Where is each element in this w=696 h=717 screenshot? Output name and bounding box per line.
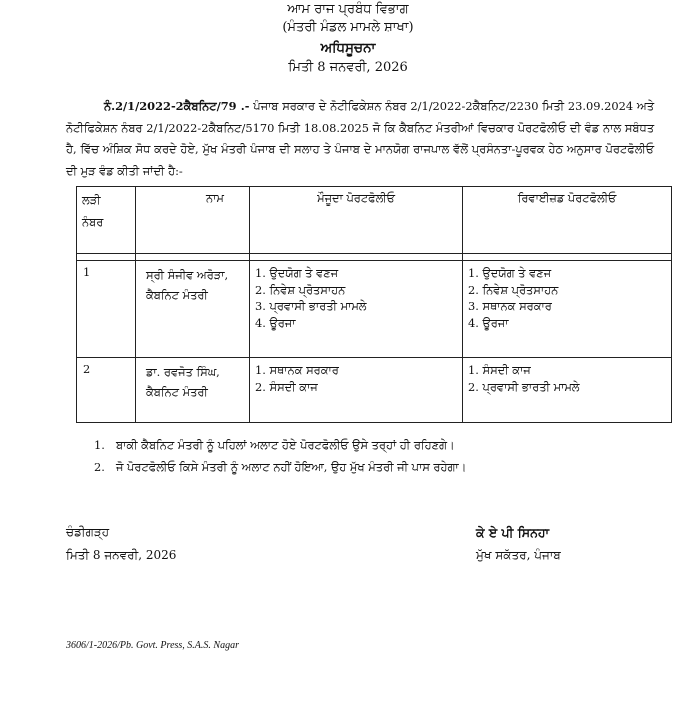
issue-date: ਮਿਤੀ 8 ਜਨਵਰੀ, 2026 bbox=[66, 548, 177, 562]
notification-title: ਅਧਿਸੂਚਨਾ bbox=[320, 40, 376, 56]
signer-designation: ਮੁੱਖ ਸਕੱਤਰ, ਪੰਜਾਬ bbox=[476, 548, 561, 562]
revised-portfolio-cell bbox=[463, 358, 672, 423]
table-spacer-row bbox=[77, 254, 672, 261]
note-item: 2. ਜੋ ਪੋਰਟਫੋਲੀਓ ਕਿਸੇ ਮੰਤਰੀ ਨੂੰ ਅਲਾਟ ਨਹੀਂ ਹੋਇਆ, ਉਹ ਮੁੱਖ ਮੰਤਰੀ ਜੀ ਪਾਸ ਰਹੇਗਾ। bbox=[94, 460, 467, 474]
portfolio-item: 2. ਨਿਵੇਸ਼ ਪ੍ਰੋਤਸਾਹਨ bbox=[468, 282, 559, 297]
revised-portfolio-cell bbox=[463, 261, 672, 358]
minister-name-cell: ਸ੍ਰੀ ਸੰਜੀਵ ਅਰੋੜਾ, ਕੈਬਨਿਟ ਮੰਤਰੀ bbox=[136, 261, 250, 358]
portfolio-item: 2. ਪ੍ਰਵਾਸੀ ਭਾਰਤੀ ਮਾਮਲੇ bbox=[468, 379, 580, 394]
current-portfolio-cell bbox=[250, 261, 463, 358]
issue-place: ਚੰਡੀਗੜ੍ਹ bbox=[66, 525, 110, 539]
serial-cell: 2 bbox=[77, 358, 136, 423]
branch-heading: (ਮੰਤਰੀ ਮੰਡਲ ਮਾਮਲੇ ਸ਼ਾਖਾ) bbox=[282, 20, 414, 35]
portfolio-item: 2. ਸੰਸਦੀ ਕਾਜ bbox=[255, 379, 318, 394]
notification-date: ਮਿਤੀ 8 ਜਨਵਰੀ, 2026 bbox=[288, 60, 408, 75]
portfolio-item: 4. ਊਰਜਾ bbox=[468, 315, 509, 330]
portfolio-item: 4. ਊਰਜਾ bbox=[255, 315, 296, 330]
minister-name-cell: ਡਾ. ਰਵਜੋਤ ਸਿੰਘ, ਕੈਬਨਿਟ ਮੰਤਰੀ bbox=[136, 358, 250, 423]
portfolio-item: 1. ਉਦਯੋਗ ਤੇ ਵਣਜ bbox=[468, 266, 552, 280]
portfolio-table bbox=[76, 186, 672, 423]
notes-list bbox=[94, 434, 674, 478]
department-heading: ਆਮ ਰਾਜ ਪ੍ਰਬੰਧ ਵਿਭਾਗ bbox=[287, 2, 409, 17]
name-header: ਨਾਮ bbox=[136, 187, 250, 254]
portfolio-item: 1. ਸੰਸਦੀ ਕਾਜ bbox=[468, 363, 531, 377]
current-portfolio-header: ਮੌਜੂਦਾ ਪੋਰਟਫੋਲੀਓ bbox=[250, 187, 463, 254]
current-portfolio-cell bbox=[250, 358, 463, 423]
portfolio-item: 3. ਸਥਾਨਕ ਸਰਕਾਰ bbox=[468, 299, 552, 313]
intro-paragraph bbox=[66, 96, 654, 182]
table-header-row bbox=[77, 187, 672, 254]
portfolio-item: 3. ਪ੍ਰਵਾਸੀ ਭਾਰਤੀ ਮਾਮਲੇ bbox=[255, 299, 367, 313]
table-row bbox=[77, 358, 672, 423]
revised-portfolio-header: ਰਿਵਾਈਜ਼ਡ ਪੋਰਟਫੋਲੀਓ bbox=[463, 187, 672, 254]
signer-name: ਕੇ ਏ ਪੀ ਸਿਨਹਾ bbox=[476, 525, 550, 540]
reference-number: ਨੰ.2/1/2022-2ਕੈਬਨਿਟ/79 .- bbox=[104, 99, 250, 113]
press-line: 3606/1-2026/Pb. Govt. Press, S.A.S. Nagar bbox=[66, 640, 239, 651]
portfolio-item: 2. ਨਿਵੇਸ਼ ਪ੍ਰੋਤਸਾਹਨ bbox=[255, 282, 346, 297]
portfolio-item: 1. ਉਦਯੋਗ ਤੇ ਵਣਜ bbox=[255, 266, 339, 280]
serial-header: ਲੜੀ ਨੰਬਰ bbox=[77, 187, 136, 254]
table-row bbox=[77, 261, 672, 358]
portfolio-item: 1. ਸਥਾਨਕ ਸਰਕਾਰ bbox=[255, 363, 339, 377]
note-item: 1. ਬਾਕੀ ਕੈਬਨਿਟ ਮੰਤਰੀ ਨੂੰ ਪਹਿਲਾਂ ਅਲਾਟ ਹੋਏ ਪੋਰਟਫੋਲੀਓ ਉਸੇ ਤਰ੍ਹਾਂ ਹੀ ਰਹਿਣਗੇ। bbox=[94, 438, 455, 452]
intro-text: ਪੰਜਾਬ ਸਰਕਾਰ ਦੇ ਨੋਟੀਫਿਕੇਸ਼ਨ ਨੰਬਰ 2/1/2022-2ਕੈਬਨਿਟ/2230 ਮਿਤੀ 23.09.2024 ਅਤੇ ਨੋਟੀਫਿਕੇਸ਼ਨ ਨੰਬਰ 2/1/2022-2ਕੈਬਨਿਟ/5170 ਮਿਤੀ 18.08.2025 ਜੋ ਕਿ ਕੈਬਨਿਟ ਮੰਤਰੀਆਂ ਵਿਚਕਾਰ ਪੋਰਟਫੋਲੀਓ ਦੀ ਵੰਡ ਨਾਲ ਸਬੰਧਤ ਹੈ, ਵਿੱਚ ਅੰਸ਼ਿਕ ਸੋਧ ਕਰਦੇ ਹੋਏ, ਮੁੱਖ ਮੰਤਰੀ ਪੰਜਾਬ ਦੀ ਸਲਾਹ ਤੇ ਪੰਜਾਬ ਦੇ ਮਾਨਯੋਗ ਰਾਜਪਾਲ ਵੱਲੋਂ ਪ੍ਰਸੰਨਤਾ-ਪੂਰਵਕ ਹੇਠ ਅਨੁਸਾਰ ਪੋਰਟਫੋਲੀਓ ਦੀ ਮੁੜ ਵੰਡ ਕੀਤੀ ਜਾਂਦੀ ਹੈ:- bbox=[66, 99, 655, 178]
serial-cell: 1 bbox=[77, 261, 136, 358]
